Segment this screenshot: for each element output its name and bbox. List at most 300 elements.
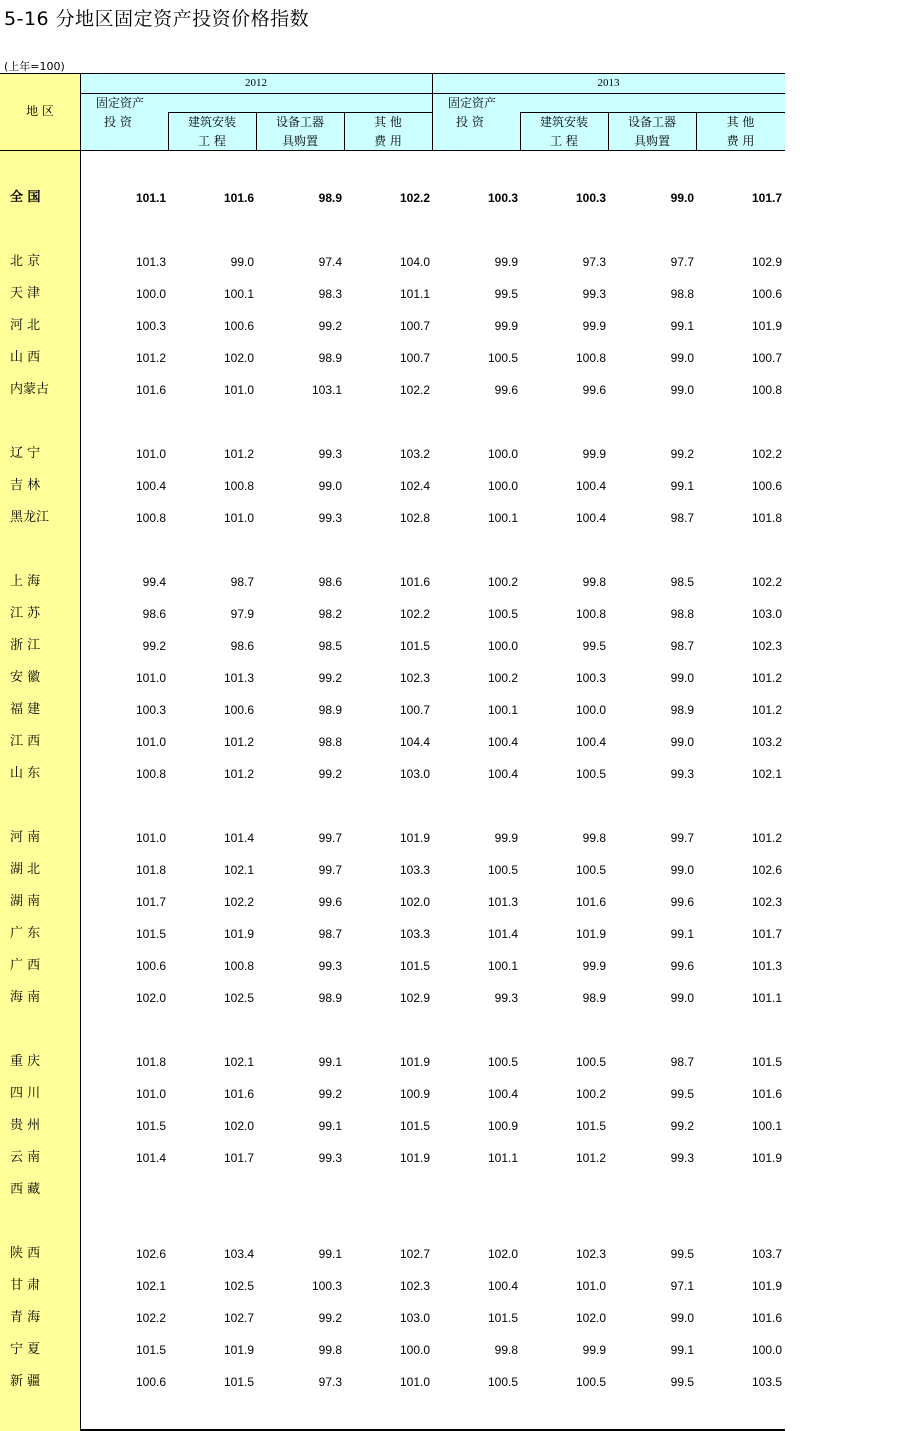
subheader-border-2013: [520, 112, 785, 113]
table-cell: 101.8: [751, 511, 782, 525]
table-cell: 99.1: [318, 1247, 342, 1261]
table-cell: 99.6: [582, 383, 606, 397]
region-label: 西 藏: [10, 1182, 41, 1197]
table-cell: 101.9: [751, 1151, 782, 1165]
table-cell: 100.6: [135, 1375, 166, 1389]
table-cell: 100.5: [575, 1055, 606, 1069]
table-cell: 97.3: [582, 255, 606, 269]
table-cell: 101.8: [135, 863, 166, 877]
region-label: 青 海: [10, 1310, 41, 1325]
table-cell: 100.4: [575, 479, 606, 493]
table-cell: 97.3: [318, 1375, 342, 1389]
table-cell: 100.4: [487, 1279, 518, 1293]
table-cell: 102.2: [399, 607, 430, 621]
table-cell: 101.5: [223, 1375, 254, 1389]
region-label: 广 东: [10, 926, 41, 941]
region-label: 辽 宁: [10, 446, 41, 461]
table-cell: 98.7: [318, 927, 342, 941]
table-cell: 97.7: [670, 255, 694, 269]
region-label: 安 徽: [10, 670, 41, 685]
table-cell: 102.0: [223, 351, 254, 365]
table-cell: 101.5: [135, 1343, 166, 1357]
table-cell: 100.8: [575, 351, 606, 365]
table-cell: 101.9: [223, 1343, 254, 1357]
table-cell: 102.0: [135, 991, 166, 1005]
table-cell: 101.0: [399, 1375, 430, 1389]
table-cell: 99.2: [142, 639, 166, 653]
table-cell: 100.5: [575, 767, 606, 781]
table-cell: 97.1: [670, 1279, 694, 1293]
table-cell: [106, 1182, 166, 1198]
table-cell: 102.6: [751, 863, 782, 877]
table-cell: 100.5: [487, 1055, 518, 1069]
table-cell: 101.0: [135, 831, 166, 845]
table-cell: 102.8: [399, 511, 430, 525]
table-cell: 101.2: [751, 671, 782, 685]
table-cell: 102.2: [223, 895, 254, 909]
build-header-line2: 工 程: [550, 134, 578, 148]
table-cell: 100.3: [575, 671, 606, 685]
table-cell: 103.4: [223, 1247, 254, 1261]
table-cell: 100.8: [223, 479, 254, 493]
table-cell: 102.2: [751, 447, 782, 461]
table-cell: [370, 1182, 430, 1198]
table-cell: 101.7: [751, 927, 782, 941]
other-header-line2: 费 用: [726, 134, 755, 148]
table-cell: 98.8: [318, 735, 342, 749]
region-label: 贵 州: [10, 1118, 41, 1133]
table-cell: [722, 1182, 782, 1198]
table-cell: 99.9: [582, 319, 606, 333]
region-label: 湖 北: [10, 862, 41, 877]
table-cell: 101.0: [575, 1279, 606, 1293]
table-cell: 99.3: [670, 767, 694, 781]
table-cell: 101.1: [751, 991, 782, 1005]
header-top-border: [0, 73, 785, 74]
table-cell: 101.7: [751, 191, 782, 205]
table-cell: 99.8: [582, 575, 606, 589]
table-cell: 99.9: [582, 1343, 606, 1357]
table-cell: 99.0: [670, 383, 694, 397]
table-cell: 102.1: [223, 1055, 254, 1069]
table-cell: 101.3: [751, 959, 782, 973]
total-header-line1: 固定资产: [448, 96, 497, 110]
table-cell: 100.8: [751, 383, 782, 397]
table-cell: 99.6: [670, 959, 694, 973]
table-cell: 100.6: [751, 287, 782, 301]
table-cell: 98.8: [670, 287, 694, 301]
table-cell: 99.9: [582, 447, 606, 461]
equip-header-line1: 设备工器: [627, 115, 676, 129]
table-cell: 100.4: [575, 735, 606, 749]
table-cell: 102.0: [487, 1247, 518, 1261]
table-cell: 101.6: [223, 191, 254, 205]
table-cell: 101.5: [135, 1119, 166, 1133]
table-cell: 102.7: [223, 1311, 254, 1325]
table-cell: 98.9: [670, 703, 694, 717]
table-cell: 100.1: [751, 1119, 782, 1133]
table-cell: 102.9: [399, 991, 430, 1005]
table-cell: 102.2: [135, 1311, 166, 1325]
table-cell: 103.7: [751, 1247, 782, 1261]
table-cell: 98.5: [318, 639, 342, 653]
table-cell: 102.1: [223, 863, 254, 877]
region-label: 天 津: [10, 286, 41, 301]
region-label: 福 建: [10, 702, 41, 717]
table-cell: 102.5: [223, 1279, 254, 1293]
table-cell: 99.6: [494, 383, 518, 397]
region-header: 地 区: [26, 104, 54, 118]
table-cell: 100.5: [487, 1375, 518, 1389]
table-cell: 99.9: [494, 831, 518, 845]
other-header-line2: 费 用: [374, 134, 402, 148]
table-cell: 101.2: [751, 703, 782, 717]
table-cell: 103.3: [399, 863, 430, 877]
subheader-border-2012: [168, 112, 432, 113]
table-cell: 99.2: [318, 319, 342, 333]
table-cell: 101.6: [223, 1087, 254, 1101]
table-cell: 98.9: [318, 991, 342, 1005]
region-label: 四 川: [10, 1086, 41, 1101]
table-cell: 102.7: [399, 1247, 430, 1261]
region-label: 陕 西: [10, 1246, 41, 1261]
table-cell: 100.5: [575, 863, 606, 877]
table-cell: 99.1: [318, 1055, 342, 1069]
table-cell: 104.0: [399, 255, 430, 269]
table-cell: 100.9: [487, 1119, 518, 1133]
equip-header-line1: 设备工器: [275, 115, 324, 129]
table-cell: 101.5: [575, 1119, 606, 1133]
region-label: 宁 夏: [10, 1342, 41, 1357]
year-2012: 2012: [245, 77, 267, 89]
table-cell: 100.8: [223, 959, 254, 973]
table-cell: 102.0: [223, 1119, 254, 1133]
table-cell: 98.6: [230, 639, 254, 653]
build-header-line1: 建筑安装: [539, 115, 588, 129]
table-cell: 98.7: [670, 639, 694, 653]
table-cell: 99.0: [670, 735, 694, 749]
table-cell: 98.9: [582, 991, 606, 1005]
table-cell: 101.0: [223, 511, 254, 525]
table-cell: 100.5: [487, 607, 518, 621]
table-cell: 101.2: [575, 1151, 606, 1165]
table-cell: 101.9: [399, 1055, 430, 1069]
table-cell: 99.2: [318, 767, 342, 781]
table-cell: 103.2: [751, 735, 782, 749]
table-cell: 100.0: [487, 639, 518, 653]
table-cell: 100.1: [223, 287, 254, 301]
table-cell: 99.3: [670, 1151, 694, 1165]
year-2013: 2013: [597, 77, 620, 89]
table-cell: 99.2: [670, 1119, 694, 1133]
table-cell: 98.5: [670, 575, 694, 589]
table-cell: 99.9: [582, 959, 606, 973]
region-divider: [80, 73, 81, 1431]
table-cell: 100.3: [575, 191, 606, 205]
table-cell: 101.6: [751, 1311, 782, 1325]
table-cell: 100.3: [135, 319, 166, 333]
table-cell: 101.9: [399, 831, 430, 845]
table-cell: 100.5: [575, 1375, 606, 1389]
table-cell: 101.2: [223, 447, 254, 461]
table-cell: 102.2: [751, 575, 782, 589]
table-cell: 100.8: [575, 607, 606, 621]
table-cell: 101.1: [487, 1151, 518, 1165]
table-cell: 101.9: [399, 1151, 430, 1165]
total-header-line2: 投 资: [104, 115, 132, 129]
table-cell: 103.3: [399, 927, 430, 941]
header-bottom-border: [0, 150, 785, 151]
table-cell: 102.3: [751, 639, 782, 653]
table-cell: 100.4: [487, 1087, 518, 1101]
table-cell: 100.1: [487, 511, 518, 525]
table-cell: 101.9: [751, 1279, 782, 1293]
table-cell: 103.0: [751, 607, 782, 621]
table-cell: 101.2: [223, 735, 254, 749]
table-cell: 100.0: [399, 1343, 430, 1357]
table-cell: 101.3: [487, 895, 518, 909]
table-cell: 101.5: [751, 1055, 782, 1069]
table-cell: 98.7: [230, 575, 254, 589]
table-cell: 101.4: [223, 831, 254, 845]
table-cell: 100.3: [487, 191, 518, 205]
table-cell: 99.4: [142, 575, 166, 589]
table-cell: 101.6: [399, 575, 430, 589]
table-cell: 98.7: [670, 1055, 694, 1069]
table-cell: 101.0: [135, 735, 166, 749]
table-cell: 102.0: [399, 895, 430, 909]
table-cell: 100.2: [487, 575, 518, 589]
region-label: 河 南: [10, 830, 41, 845]
table-cell: 100.6: [223, 319, 254, 333]
table-cell: 101.5: [399, 639, 430, 653]
region-label: 北 京: [10, 254, 41, 269]
table-cell: 101.9: [223, 927, 254, 941]
table-cell: 100.2: [487, 671, 518, 685]
table-cell: 103.1: [311, 383, 342, 397]
table-cell: 99.1: [670, 927, 694, 941]
table-cell: 101.9: [751, 319, 782, 333]
table-cell: 98.9: [318, 191, 342, 205]
table-cell: 103.0: [399, 767, 430, 781]
table-cell: [458, 1182, 518, 1198]
table-cell: 101.6: [575, 895, 606, 909]
table-cell: [194, 1182, 254, 1198]
total-header-line1: 固定资产: [96, 96, 145, 110]
table-cell: 99.2: [670, 447, 694, 461]
table-cell: 102.4: [399, 479, 430, 493]
table-cell: 100.7: [399, 351, 430, 365]
table-cell: 98.8: [670, 607, 694, 621]
table-cell: 102.9: [751, 255, 782, 269]
table-cell: 99.0: [670, 191, 694, 205]
table-cell: 102.2: [399, 191, 430, 205]
table-cell: 102.2: [399, 383, 430, 397]
table-cell: 102.1: [751, 767, 782, 781]
table-cell: 101.4: [135, 1151, 166, 1165]
table-cell: 100.7: [751, 351, 782, 365]
table-cell: 100.4: [575, 511, 606, 525]
region-label: 重 庆: [10, 1054, 41, 1069]
table-cell: 100.5: [487, 863, 518, 877]
table-cell: 97.9: [230, 607, 254, 621]
table-cell: 99.6: [670, 895, 694, 909]
table-cell: 101.0: [135, 447, 166, 461]
table-cell: 100.9: [399, 1087, 430, 1101]
region-label: 江 苏: [10, 606, 41, 621]
table-cell: 102.3: [751, 895, 782, 909]
region-label: 河 北: [10, 318, 41, 333]
table-cell: 97.4: [318, 255, 342, 269]
table-cell: 101.3: [223, 671, 254, 685]
table-cell: 99.0: [670, 671, 694, 685]
table-cell: [634, 1182, 694, 1198]
table-cell: 99.9: [494, 255, 518, 269]
total-header-line2: 投 资: [456, 115, 484, 129]
table-cell: 100.1: [487, 959, 518, 973]
table-cell: 98.6: [318, 575, 342, 589]
table-cell: 99.3: [318, 447, 342, 461]
table-cell: 99.3: [318, 959, 342, 973]
region-label: 全 国: [10, 190, 41, 205]
table-cell: 100.7: [399, 703, 430, 717]
table-cell: 102.1: [135, 1279, 166, 1293]
table-cell: 100.5: [487, 351, 518, 365]
table-cell: 101.3: [135, 255, 166, 269]
table-cell: 102.6: [135, 1247, 166, 1261]
table-cell: 101.4: [487, 927, 518, 941]
table-cell: 99.0: [670, 351, 694, 365]
table-cell: 100.0: [135, 287, 166, 301]
region-label: 云 南: [10, 1150, 41, 1165]
table-cell: 99.1: [670, 479, 694, 493]
table-cell: 101.1: [135, 191, 166, 205]
table-cell: 99.5: [582, 639, 606, 653]
table-cell: 100.6: [751, 479, 782, 493]
table-cell: 101.5: [135, 927, 166, 941]
region-label: 浙 江: [10, 638, 41, 653]
table-cell: 100.8: [135, 767, 166, 781]
table-cell: 103.5: [751, 1375, 782, 1389]
table-cell: 99.5: [670, 1247, 694, 1261]
table-cell: 101.2: [135, 351, 166, 365]
table-cell: 99.7: [318, 831, 342, 845]
table-cell: 103.0: [399, 1311, 430, 1325]
table-cell: 102.3: [575, 1247, 606, 1261]
table-cell: 99.0: [230, 255, 254, 269]
table-cell: 102.3: [399, 1279, 430, 1293]
table-cell: 101.5: [399, 1119, 430, 1133]
table-cell: 99.0: [318, 479, 342, 493]
region-label: 江 西: [10, 734, 41, 749]
region-label: 湖 南: [10, 894, 41, 909]
table-cell: 99.9: [494, 319, 518, 333]
region-label: 新 疆: [10, 1374, 41, 1389]
region-label: 甘 肃: [10, 1278, 41, 1293]
table-cell: 104.4: [399, 735, 430, 749]
table-cell: 101.5: [487, 1311, 518, 1325]
table-cell: 98.9: [318, 703, 342, 717]
table-cell: 101.0: [135, 1087, 166, 1101]
table-cell: 100.3: [311, 1279, 342, 1293]
table-cell: 99.8: [494, 1343, 518, 1357]
table-cell: 99.5: [670, 1087, 694, 1101]
table-cell: 98.3: [318, 287, 342, 301]
table-cell: 100.0: [751, 1343, 782, 1357]
table-cell: 100.4: [135, 479, 166, 493]
table-cell: 99.2: [318, 1311, 342, 1325]
table-cell: 99.0: [670, 991, 694, 1005]
unit-note: (上年=100): [4, 60, 65, 73]
table-cell: 101.2: [751, 831, 782, 845]
table-cell: 99.1: [670, 319, 694, 333]
table-cell: 101.9: [575, 927, 606, 941]
table-cell: 99.0: [670, 1311, 694, 1325]
region-label: 山 东: [10, 766, 41, 781]
region-label: 吉 林: [10, 478, 41, 493]
table-cell: 103.2: [399, 447, 430, 461]
table-cell: 102.0: [575, 1311, 606, 1325]
table-cell: 100.0: [487, 479, 518, 493]
other-header-line1: 其 他: [374, 115, 402, 129]
build-header-line2: 工 程: [198, 134, 226, 148]
table-cell: 99.3: [494, 991, 518, 1005]
table-cell: 99.7: [670, 831, 694, 845]
table-cell: 101.0: [135, 671, 166, 685]
table-cell: 100.4: [487, 767, 518, 781]
table-cell: 99.5: [670, 1375, 694, 1389]
table-cell: 99.6: [318, 895, 342, 909]
table-cell: 100.2: [575, 1087, 606, 1101]
table-cell: 100.6: [223, 703, 254, 717]
build-header-line1: 建筑安装: [187, 115, 236, 129]
table-cell: 101.2: [223, 767, 254, 781]
table-cell: 100.7: [399, 319, 430, 333]
table-cell: 99.2: [318, 1087, 342, 1101]
table-cell: 101.6: [135, 383, 166, 397]
table-cell: 99.5: [494, 287, 518, 301]
table-cell: 101.0: [223, 383, 254, 397]
table-cell: 100.0: [575, 703, 606, 717]
table-cell: 99.3: [582, 287, 606, 301]
table-cell: 99.0: [670, 863, 694, 877]
table-cell: 99.2: [318, 671, 342, 685]
table-cell: 98.6: [142, 607, 166, 621]
table-cell: 99.8: [318, 1343, 342, 1357]
table-title: 5-16 分地区固定资产投资价格指数: [4, 8, 310, 30]
table-cell: 102.3: [399, 671, 430, 685]
region-column-background: [0, 73, 80, 1431]
equip-header-line2: 具购置: [281, 134, 318, 148]
table-cell: 100.0: [487, 447, 518, 461]
table-cell: 100.6: [135, 959, 166, 973]
table-cell: 100.1: [487, 703, 518, 717]
region-label: 海 南: [10, 990, 41, 1005]
table-cell: 101.7: [135, 895, 166, 909]
table-cell: 101.7: [223, 1151, 254, 1165]
region-label: 山 西: [10, 350, 41, 365]
table-cell: 99.3: [318, 511, 342, 525]
equip-header-line2: 具购置: [633, 134, 670, 148]
region-label: 内蒙古: [10, 382, 50, 397]
table-cell: 99.8: [582, 831, 606, 845]
table-cell: 101.1: [399, 287, 430, 301]
table-cell: 99.1: [670, 1343, 694, 1357]
table-cell: 101.8: [135, 1055, 166, 1069]
table-cell: 100.4: [487, 735, 518, 749]
table-cell: 101.5: [399, 959, 430, 973]
table-cell: 98.7: [670, 511, 694, 525]
